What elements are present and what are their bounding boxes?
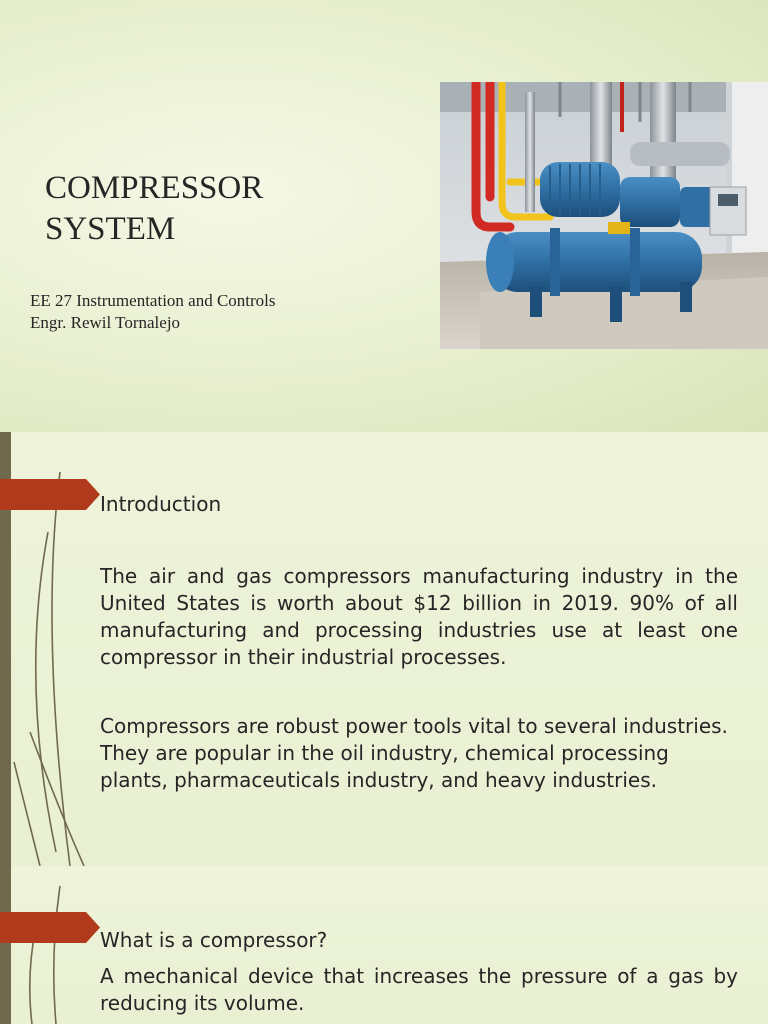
compressor-photo (440, 82, 768, 349)
red-arrow-tag (0, 479, 100, 510)
slide-title (45, 168, 405, 250)
what-heading: What is a compressor? (100, 928, 328, 952)
intro-paragraph-2: Compressors are robust power tools vital to several industries. They are popular in the oil industry, chemical processing plants, pharmaceuticals industry, and heavy industries. (100, 714, 728, 792)
course-name: EE 27 Instrumentation and Controls (30, 291, 276, 310)
introduction-slide (0, 432, 768, 866)
title-slide (0, 0, 768, 432)
what-is-compressor-slide (0, 866, 768, 1024)
red-arrow-tag (0, 912, 100, 943)
title-line-1: COMPRESSOR (45, 170, 264, 206)
intro-heading: Introduction (100, 492, 222, 516)
slide-subtitle (30, 290, 276, 334)
what-paragraph-1: A mechanical device that increases the pressure of a gas by reducing its volume. (100, 964, 738, 1015)
industrial-compressor-photo-icon (440, 82, 768, 349)
intro-paragraph-1: The air and gas compressors manufacturing industry in the United States is worth about $12 billion in 2019. 90% of all manufacturing and processing industries use at least one compressor in their industrial processes. (100, 564, 738, 669)
decorative-lines-icon (0, 866, 110, 1024)
title-line-2: SYSTEM (45, 211, 176, 247)
instructor-name: Engr. Rewil Tornalejo (30, 313, 181, 332)
